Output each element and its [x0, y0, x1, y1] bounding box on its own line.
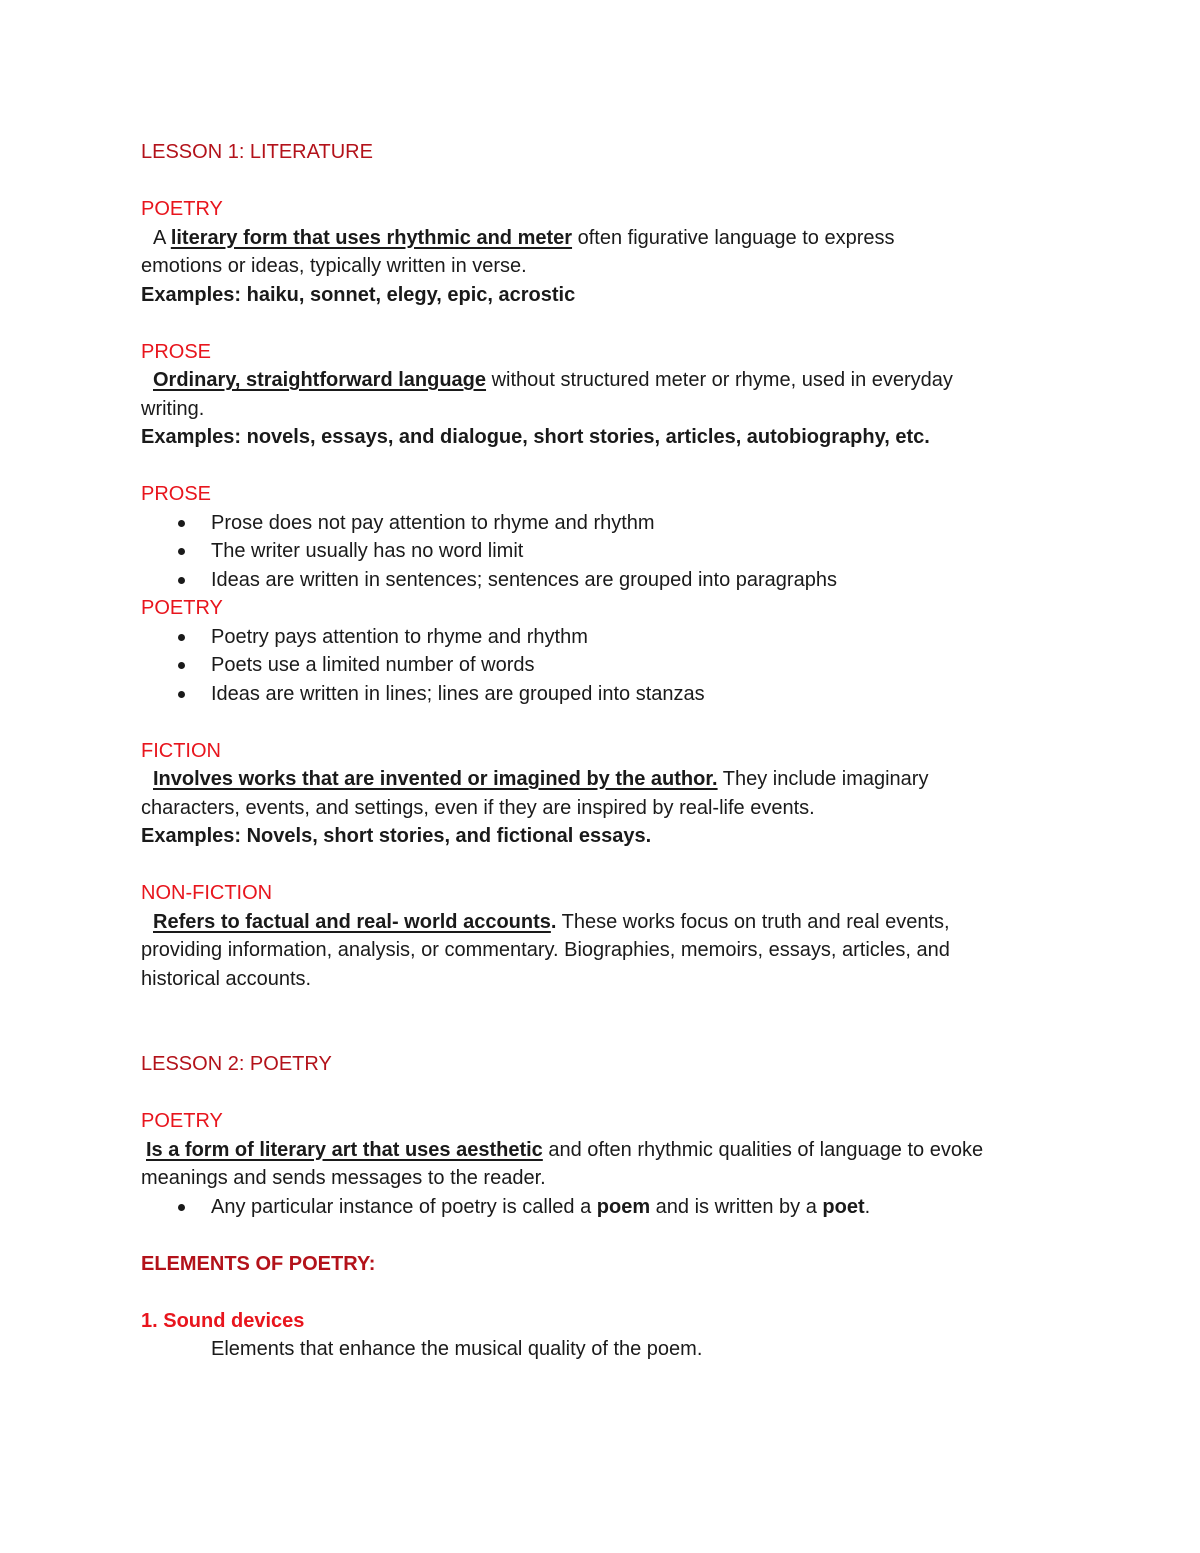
nonfiction-def-underlined: Refers to factual and real- world accounts [153, 910, 551, 933]
nonfiction-heading: NON-FICTION [141, 882, 273, 904]
lesson2-poetry-def-line2: meanings and sends messages to the reader. [141, 1167, 546, 1189]
lesson2-poetry-heading: POETRY [141, 1110, 223, 1132]
list-item-text: Poetry pays attention to rhyme and rhythm [211, 625, 588, 648]
lesson2-poetry-list [141, 1193, 1061, 1222]
bullet-icon [178, 634, 185, 641]
lesson2-poetry-definition [141, 1136, 1061, 1165]
lesson2-poetry-def-underlined: Is a form of literary art that uses aesthetic [146, 1138, 543, 1161]
list-item [141, 651, 1061, 680]
lesson1-title: LESSON 1: LITERATURE [141, 141, 373, 163]
poetry-lead: A [153, 226, 166, 249]
bullet-icon [178, 1204, 185, 1211]
bullet-text-pre: Any particular instance of poetry is called a [211, 1195, 597, 1218]
poetry-def-line2: emotions or ideas, typically written in verse. [141, 255, 527, 277]
bullet-icon [178, 520, 185, 527]
bullet-icon [178, 577, 185, 584]
prose-heading: PROSE [141, 340, 212, 363]
document-page [141, 138, 1061, 1364]
bullet-bold-poet: poet [822, 1195, 865, 1218]
sound-devices-heading: 1. Sound devices [141, 1309, 305, 1332]
prose-examples: Examples: novels, essays, and dialogue, short stories, articles, autobiography, etc. [141, 426, 930, 448]
nonfiction-def-line2: providing information, analysis, or commentary. Biographies, memoirs, essays, articles, and [141, 939, 950, 961]
list-item-text: The writer usually has no word limit [211, 540, 524, 562]
fiction-heading: FICTION [141, 739, 221, 762]
poetry-def-underlined: literary form that uses rhythmic and meter [170, 226, 573, 249]
bullet-icon [178, 691, 185, 698]
prose-def-rest: without structured meter or rhyme, used in everyday [486, 369, 953, 391]
prose-definition [141, 366, 1061, 395]
list-item-text: Prose does not pay attention to rhyme and rhythm [211, 511, 655, 534]
lesson2-poetry-def-rest: and often rhythmic qualities of language to evoke [542, 1138, 984, 1161]
list-item [141, 1193, 1061, 1222]
list-item-text: Ideas are written in sentences; sentences are grouped into paragraphs [211, 568, 837, 591]
prose-def-line2: writing. [141, 397, 205, 420]
fiction-def-line2: characters, events, and settings, even if they are inspired by real-life events. [141, 796, 815, 819]
bullet-icon [178, 548, 185, 555]
fiction-def-underlined: Involves works that are invented or imagined by the author. [153, 768, 718, 790]
poetry-def-rest: often figurative language to express [572, 226, 895, 249]
list-item-text: Poets use a limited number of words [211, 654, 535, 676]
fiction-examples: Examples: Novels, short stories, and fictional essays. [141, 825, 652, 847]
list-item [141, 537, 1061, 566]
nonfiction-def-line3: historical accounts. [141, 967, 312, 990]
poetry-examples: Examples: haiku, sonnet, elegy, epic, acrostic [141, 283, 576, 306]
bullet-text-mid: and is written by a [650, 1195, 823, 1218]
lesson2-title: LESSON 2: POETRY [141, 1053, 332, 1075]
bullet-bold-poem: poem [596, 1195, 651, 1218]
poetry-list [141, 623, 1061, 709]
sound-devices-text: Elements that enhance the musical quality of the poem. [211, 1338, 703, 1360]
elements-heading: ELEMENTS OF POETRY: [141, 1252, 376, 1275]
list-item [141, 680, 1061, 709]
bullet-icon [178, 662, 185, 669]
nonfiction-def-dot: . [550, 910, 557, 933]
list-item [141, 566, 1061, 595]
bullet-text-end: . [864, 1195, 871, 1218]
list-item [141, 509, 1061, 538]
fiction-definition [141, 765, 1061, 794]
fiction-def-rest: They include imaginary [717, 768, 929, 790]
list-item-text: Ideas are written in lines; lines are grouped into stanzas [211, 682, 705, 705]
prose-list [141, 509, 1061, 595]
list-item [141, 623, 1061, 652]
poetry-list-heading: POETRY [141, 597, 223, 619]
nonfiction-def-rest: These works focus on truth and real events, [556, 910, 950, 933]
prose-def-underlined: Ordinary, straightforward language [153, 369, 487, 391]
nonfiction-definition [141, 908, 1061, 937]
poetry-heading: POETRY [141, 198, 223, 220]
poetry-definition [141, 224, 1061, 253]
prose-list-heading: PROSE [141, 483, 212, 505]
